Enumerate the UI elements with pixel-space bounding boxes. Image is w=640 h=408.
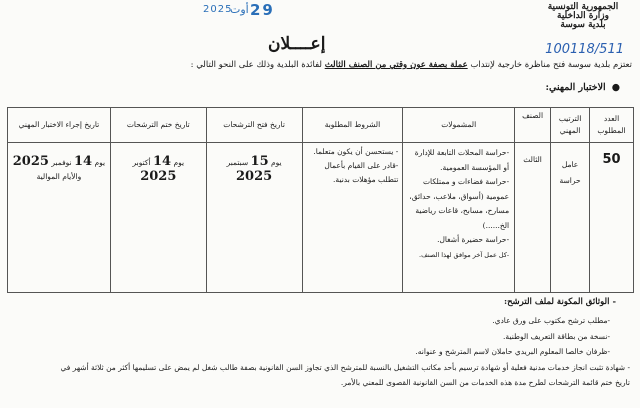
header-tasks: المشمولات <box>403 108 515 143</box>
header-line-municipality: بلدية سوسة <box>560 20 606 30</box>
task-item: -كل عمل آخر موافق لهذا الصنف. <box>419 250 510 259</box>
exam-date-note: والأيام الموالية <box>36 172 82 181</box>
count-value: 50 <box>602 152 621 167</box>
header-exam-date: تاريخ إجراء الاختبار المهني <box>8 108 111 143</box>
document-item: -نسخة من بطاقة التعريف الوطنية. <box>503 331 610 341</box>
cell-rank <box>551 143 590 293</box>
rank-value: عامل حراسة <box>559 160 581 185</box>
cell-close-date: يوم 14 أكتوبر 2025 <box>110 143 206 293</box>
table-header-row <box>8 108 634 143</box>
header-line-republic: الجمهورية التونسية <box>547 2 619 12</box>
section-heading-text: الاختبار المهني: <box>545 82 606 93</box>
intro-paragraph <box>112 60 632 70</box>
page-title: إعــــلان <box>268 34 326 54</box>
category-value: الثالث <box>523 155 542 164</box>
stamp-day: 29 <box>250 1 275 19</box>
cell-tasks <box>403 143 515 293</box>
header-category: الصنف <box>515 108 551 143</box>
task-item: -حراسة المحلات التابعة للإدارة أو المؤسسة العمومية. <box>414 148 510 172</box>
documents-list <box>0 313 630 391</box>
document-item: -مطلب ترشح مكتوب على ورق عادي. <box>492 316 610 325</box>
cell-count <box>590 143 634 293</box>
header-conditions: الشروط المطلوبة <box>302 108 403 143</box>
task-item: -حراسة فضاءات و ممتلكات عمومية (أسواق، ملاعب، حدائق، مسارح، مسابح، قاعات رياضية الخ......) <box>409 177 510 230</box>
intro-suffix: لفائدة البلدية وذلك على النحو التالي : <box>190 60 325 70</box>
positions-table <box>7 107 634 293</box>
intro-prefix: تعتزم بلدية سوسة فتح مناظرة خارجية لإنتداب <box>467 60 632 70</box>
official-header <box>538 3 628 30</box>
header-close-date: تاريخ ختم الترشحات <box>110 108 206 143</box>
header-count: العدد المطلوب <box>590 108 634 143</box>
documents-heading: - الوثائق المكونة لملف الترشح: <box>503 297 616 307</box>
document-item: تاريخ ختم قائمة الترشحات لطرح مدة هذه الخدمات من السن القانونية القصوى للمعني بالأمر. <box>340 378 630 387</box>
reference-number: 100118/511 <box>545 42 624 57</box>
condition-item: -قادر على القيام بأعمال تتطلب مؤهلات بدنية. <box>324 161 399 184</box>
bullet-icon: ● <box>611 82 620 93</box>
cell-open-date: يوم 15 سبتمبر 2025 <box>206 143 302 293</box>
document-item: -ظرفان خالصا المعلوم البريدي حاملان لاسم المترشح و عنوانه. <box>415 347 610 356</box>
header-line-ministry: وزارة الداخلية <box>557 11 609 21</box>
cell-category <box>515 143 551 293</box>
section-heading <box>546 82 620 93</box>
task-item: -حراسة حضيرة أشغال. <box>437 235 510 244</box>
cell-conditions <box>302 143 403 293</box>
table-row <box>8 143 634 293</box>
header-rank: الترتيب المهني <box>551 108 590 143</box>
stamp-month: أوت <box>230 3 249 16</box>
condition-item: - يستحسن أن يكون متعلما. <box>313 147 399 156</box>
intro-highlight: عملة بصفة عون وقتي من الصنف الثالث <box>324 60 468 70</box>
stamp-year: 2025 <box>203 4 233 15</box>
cell-exam-date: يوم 14 نوفمبر 2025 والأيام الموالية <box>8 143 111 293</box>
header-open-date: تاريخ فتح الترشحات <box>206 108 302 143</box>
document-item: - شهادة تثبت انجاز خدمات مدنية فعلية أو شهادة ترسيم بأحد مكاتب التشغيل بالنسبة للمترشح الذي تجاوز السن القانونية بصفة طالب شغل لم يمض على تسليمها أكثر من ثلاثة أشهر في <box>60 362 630 372</box>
